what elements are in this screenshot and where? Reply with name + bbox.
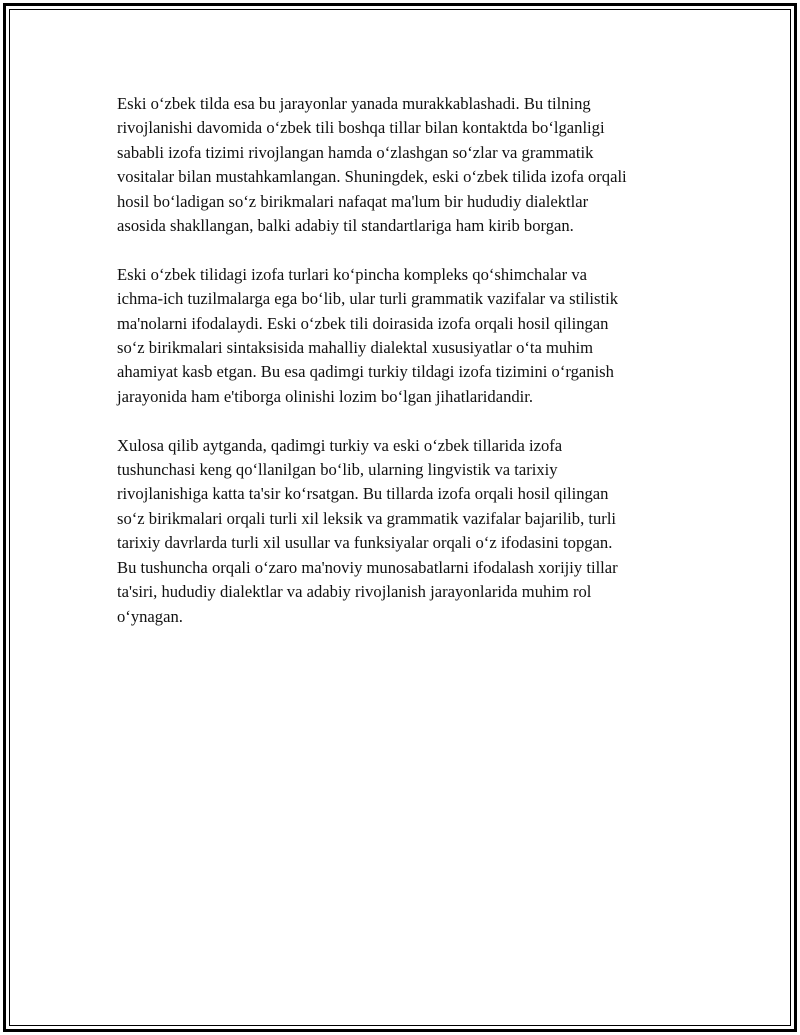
paragraph-1: Eski o‘zbek tilda esa bu jarayonlar yanada murakkablashadi. Bu tilning rivojlanishi davomida o‘zbek tili boshqa tillar bilan kontaktda bo‘lganligi sababli izofa tizimi rivojlangan hamda o‘zlashgan so‘zlar va grammatik vositalar bilan mustahkamlangan. Shuningdek, eski o‘zbek tilida izofa orqali hosil bo‘ladigan so‘z birikmalari nafaqat ma'lum bir hududiy dialektlar asosida shakllangan, balki adabiy til standartlariga ham kirib borgan. [117, 94, 627, 236]
document-body [117, 92, 697, 653]
paragraph-3: Xulosa qilib aytganda, qadimgi turkiy va eski o‘zbek tillarida izofa tushunchasi keng qo‘llanilgan bo‘lib, ularning lingvistik va tarixiy rivojlanishiga katta ta'sir ko‘rsatgan. Bu tillarda izofa orqali hosil qilingan so‘z birikmalari orqali turli xil leksik va grammatik vazifalar bajarilib, turli tarixiy davrlarda turli xil usullar va funksiyalar orqali o‘z ifodasini topgan. Bu tushuncha orqali o‘zaro ma'noviy munosabatlarni ifodalash xorijiy tillar ta'siri, hududiy dialektlar va adabiy rivojlanish jarayonlarida muhim rol o‘ynagan. [117, 435, 618, 626]
paragraph-2: Eski o‘zbek tilidagi izofa turlari ko‘pincha kompleks qo‘shimchalar va ichma-ich tuzilmalarga ega bo‘lib, ular turli grammatik vazifalar va stilistik ma'nolarni ifodalaydi. Eski o‘zbek tili doirasida izofa orqali hosil qilingan so‘z birikmalari sintaksisida mahalliy dialektal xususiyatlar o‘ta muhim ahamiyat kasb etgan. Bu esa qadimgi turkiy tildagi izofa tizimini o‘rganish jarayonida ham e'tiborga olinishi lozim bo‘lgan jihatlaridandir. [117, 264, 619, 406]
